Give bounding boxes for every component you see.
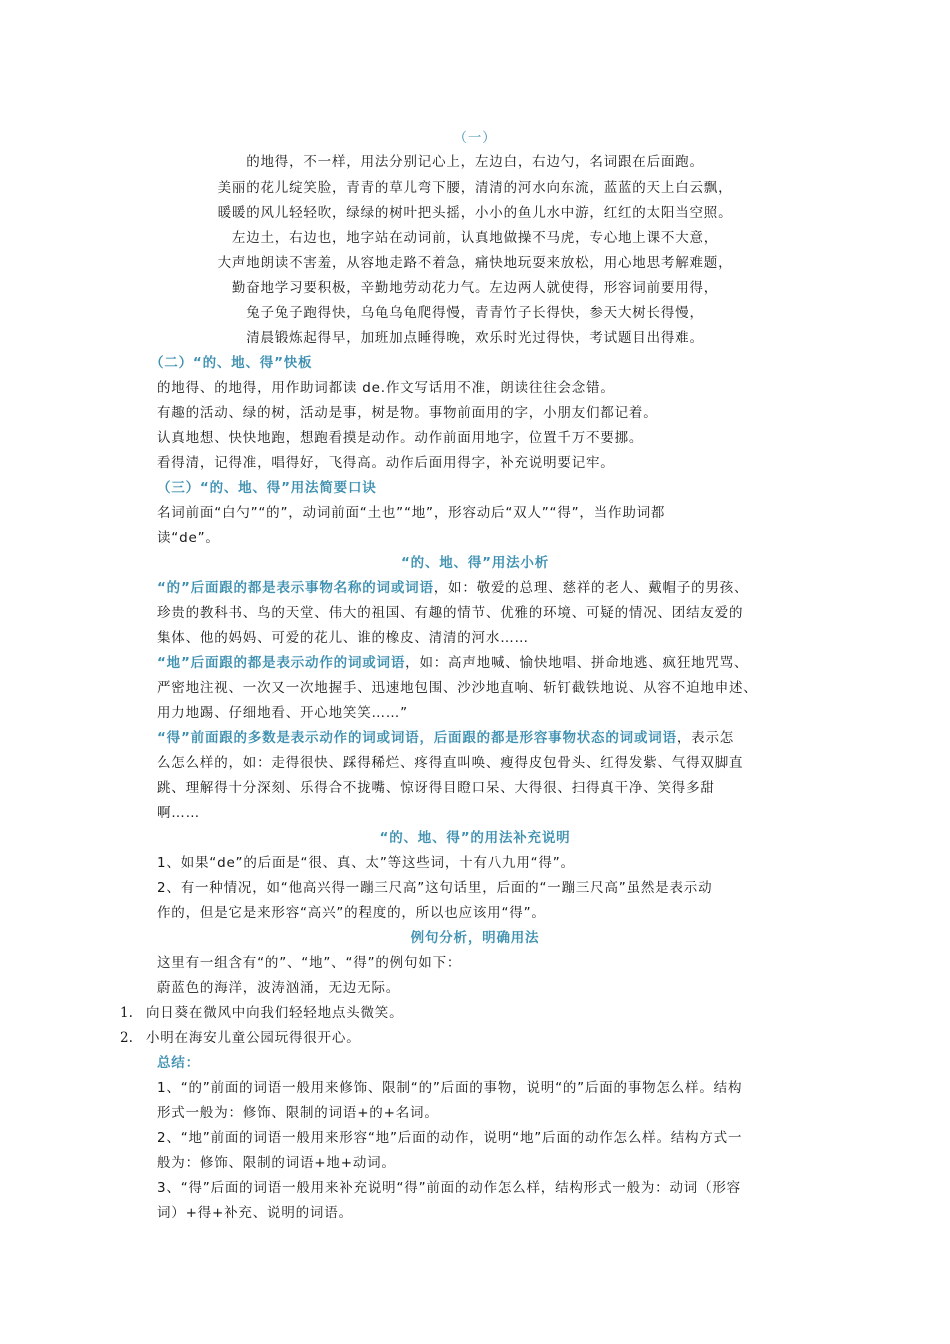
chant-line: 认真地想、快快地跑，想跑看摸是动作。动作前面用地字，位置千万不要挪。 [157,430,644,446]
di-usage-line: 严密地注视、一次又一次地握手、迅速地包围、沙沙地直响、斩钉截铁地说、从容不迫地申述、 [157,680,758,696]
example-sentence: 小明在海安儿童公园玩得很开心。 [146,1030,361,1046]
summary-line: 词）+得+补充、说明的词语。 [157,1205,353,1221]
section3-heading: （三）“的、地、得”用法简要口诀 [157,480,377,496]
de-usage-line: 集体、他的妈妈、可爱的花儿、谁的橡皮、清清的河水…… [157,630,529,646]
example-sentence: 向日葵在微风中向我们轻轻地点头微笑。 [146,1005,404,1021]
list-number: 1. [120,1005,133,1021]
analysis-heading: “的、地、得”用法小析 [400,555,550,571]
summary-line: 1、“的”前面的词语一般用来修饰、限制“的”后面的事物，说明“的”后面的事物怎么样。结构 [157,1080,743,1096]
chant-line: 看得清，记得准，唱得好，飞得高。动作后面用得字，补充说明要记牢。 [157,455,615,471]
dei-usage-line [157,728,734,748]
poem-line: 勤奋地学习要积极，辛勤地劳动花力气。左边两人就使得，形容词前要用得， [231,280,719,296]
examples-heading: 例句分析，明确用法 [410,930,540,946]
example-sentence: 蔚蓝色的海洋，波涛汹涌，无边无际。 [157,980,401,996]
de-usage-examples: ，如：敬爱的总理、慈祥的老人、戴帽子的男孩、 [433,580,749,596]
de-usage-line: 珍贵的教科书、鸟的天堂、伟大的祖国、有趣的情节、优雅的环境、可疑的情况、团结友爱的 [157,605,744,621]
examples-intro: 这里有一组含有“的”、“地”、“得”的例句如下： [157,955,462,971]
poem-line: 左边土，右边也，地字站在动词前，认真地做操不马虎，专心地上课不大意， [231,230,719,246]
poem-line: 兔子兔子跑得快，乌龟乌龟爬得慢，青青竹子长得快，参天大树长得慢， [246,305,704,321]
dei-usage-examples: ，表示怎 [676,730,735,746]
summary-line: 3、“得”后面的词语一般用来补充说明“得”前面的动作怎么样，结构形式一般为：动词（形容 [157,1180,741,1196]
summary-line: 形式一般为：修饰、限制的词语+的+名词。 [157,1105,439,1121]
summary-line: 般为：修饰、限制的词语+地+动词。 [157,1155,396,1171]
supplement-line: 作的，但是它是来形容“高兴”的程度的，所以也应该用“得”。 [157,905,546,921]
chant-line: 有趣的活动、绿的树，活动是事，树是物。事物前面用的字，小朋友们都记着。 [157,405,658,421]
section1-heading: （一） [453,130,497,146]
dei-usage-line: 么怎么样的，如：走得很快、踩得稀烂、疼得直叫唤、瘦得皮包骨头、红得发紫、气得双脚直 [157,755,744,771]
chant-line: 的地得、的地得，用作助词都读 de.作文写话用不准，朗读往往会念错。 [157,380,615,396]
di-usage-line [157,653,748,673]
poem-line: 暖暖的风儿轻轻吹，绿绿的树叶把头摇，小小的鱼儿水中游，红红的太阳当空照。 [217,205,733,221]
dei-usage-line: 跳、理解得十分深刻、乐得合不拢嘴、惊讶得目瞪口呆、大得很、扫得真干净、笑得多甜 [157,780,715,796]
dei-usage-line: 啊…… [157,805,200,821]
rhyme-line: 名词前面“白勺”“的”，动词前面“土也”“地”，形容动后“双人”“得”，当作助词都 [157,505,666,521]
poem-line: 的地得，不一样，用法分别记心上，左边白，右边勺，名词跟在后面跑。 [246,154,704,170]
de-usage-lead: “的”后面跟的都是表示事物名称的词或词语 [157,580,434,596]
supplement-line: 1、如果“de”的后面是“很、真、太”等这些词，十有八九用“得”。 [157,855,575,871]
section2-heading: （二）“的、地、得”快板 [150,355,313,371]
di-usage-lead: “地”后面跟的都是表示动作的词或词语 [157,655,406,671]
dei-usage-lead: “得”前面跟的多数是表示动作的词或词语，后面跟的都是形容事物状态的词或词语 [157,730,677,746]
summary-line: 2、“地”前面的词语一般用来形容“地”后面的动作，说明“地”后面的动作怎么样。结构方式一 [157,1130,743,1146]
list-number: 2. [120,1030,133,1046]
summary-heading: 总结： [157,1055,200,1071]
supplement-line: 2、有一种情况，如“他高兴得一蹦三尺高”这句话里，后面的“一蹦三尺高”虽然是表示动 [157,880,713,896]
supplement-heading: “的、地、得”的用法补充说明 [379,830,571,846]
de-usage-line [157,578,748,598]
poem-line: 美丽的花儿绽笑脸，青青的草儿弯下腰，清清的河水向东流，蓝蓝的天上白云飘， [217,180,733,196]
di-usage-line: 用力地踢、仔细地看、开心地笑笑……” [157,705,408,721]
poem-line: 清晨锻炼起得早，加班加点睡得晚，欢乐时光过得快，考试题目出得难。 [246,330,704,346]
poem-line: 大声地朗读不害羞，从容地走路不着急，痛快地玩耍来放松，用心地思考解难题， [217,255,733,271]
di-usage-examples: ，如：高声地喊、愉快地唱、拼命地逃、疯狂地咒骂、 [405,655,749,671]
rhyme-line: 读“de”。 [157,530,220,546]
